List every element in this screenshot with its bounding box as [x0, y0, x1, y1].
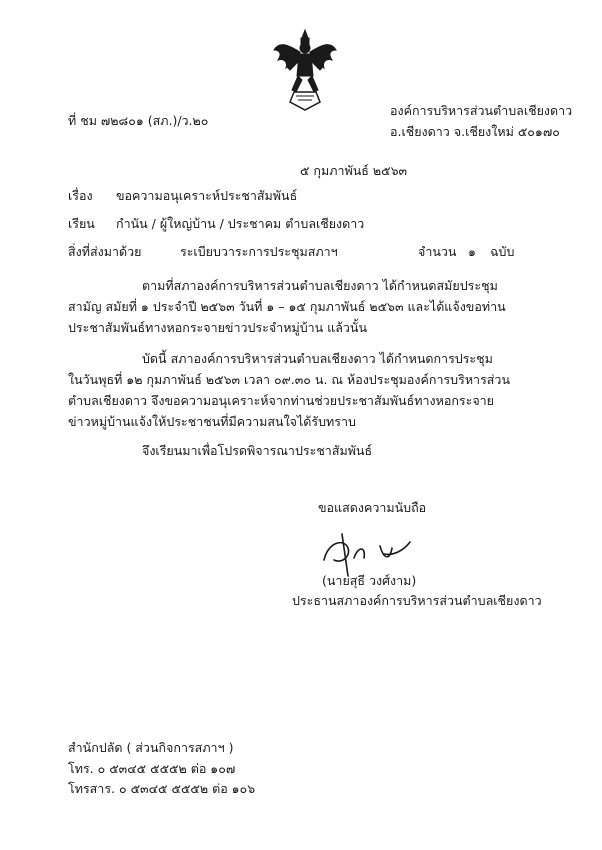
signer-name: (นายสุธี วงศ์งาม)	[322, 573, 417, 588]
footer-telephone: โทร. ๐ ๕๓๔๕ ๕๕๕๒ ต่อ ๑๐๗	[68, 761, 236, 776]
organization-address: อ.เชียงดาว จ.เชียงใหม่ ๕๐๑๗๐	[390, 124, 560, 139]
letter-date: ๕ กุมภาพันธ์ ๒๕๖๓	[300, 163, 408, 178]
body-paragraph-1: ตามที่สภาองค์การบริหารส่วนตำบลเชียงดาว ได้กำหนดสมัยประชุมสามัญ สมัยที่ ๑ ประจำปี ๒๕๖๓ วันที่ ๑ – ๑๕ กุมภาพันธ์ ๒๕๖๓ และได้แจ้งขอท่านประชาสัมพันธ์ทางหอกระจายข่าวประจำหมู่บ้าน แล้วนั้น	[68, 278, 506, 335]
handwritten-signature	[318, 530, 428, 578]
recipient-text: กำนัน / ผู้ใหญ่บ้าน / ประชาคม ตำบลเชียงดาว	[116, 216, 365, 231]
subject-text: ขอความอนุเคราะห์ประชาสัมพันธ์	[116, 188, 298, 203]
enclosure-qty-unit: ฉบับ	[490, 244, 515, 259]
body-paragraph-2: บัดนี้ สภาองค์การบริหารส่วนตำบลเชียงดาว ได้กำหนดการประชุม ในวันพุธที่ ๑๒ กุมภาพันธ์ ๒๕๖๓ เวลา ๐๙.๓๐ น. ณ ห้องประชุมองค์การบริหารส่วนตำบลเชียงดาว จึงขอความอนุเคราะห์จากท่านช่วยประชาสัมพันธ์ทางหอกระจายข่าวหมู่บ้านแจ้งให้ประชาชนที่มีความสนใจได้รับทราบ	[68, 351, 510, 429]
recipient-label: เรียน	[68, 216, 95, 231]
subject-label: เรื่อง	[68, 188, 93, 203]
closing-regards: ขอแสดงความนับถือ	[318, 500, 427, 515]
enclosure-text: ระเบียบวาระการประชุมสภาฯ	[180, 244, 338, 259]
organization-name: องค์การบริหารส่วนตำบลเชียงดาว	[390, 103, 573, 118]
garuda-emblem-icon	[272, 28, 338, 112]
signer-position: ประธานสภาองค์การบริหารส่วนตำบลเชียงดาว	[292, 593, 542, 608]
footer-fax: โทรสาร. ๐ ๕๓๔๕ ๕๕๕๒ ต่อ ๑๐๖	[68, 781, 256, 796]
body-paragraph-3: จึงเรียนมาเพื่อโปรดพิจารณาประชาสัมพันธ์	[142, 443, 373, 458]
enclosure-label: สิ่งที่ส่งมาด้วย	[68, 244, 142, 259]
reference-number: ที่ ชม ๗๒๘๐๑ (สภ.)/ว.๒๐	[68, 113, 209, 128]
enclosure-qty-value: ๑	[468, 244, 476, 259]
enclosure-qty-label: จำนวน	[418, 244, 457, 259]
footer-office: สำนักปลัด ( ส่วนกิจการสภาฯ )	[68, 740, 234, 755]
